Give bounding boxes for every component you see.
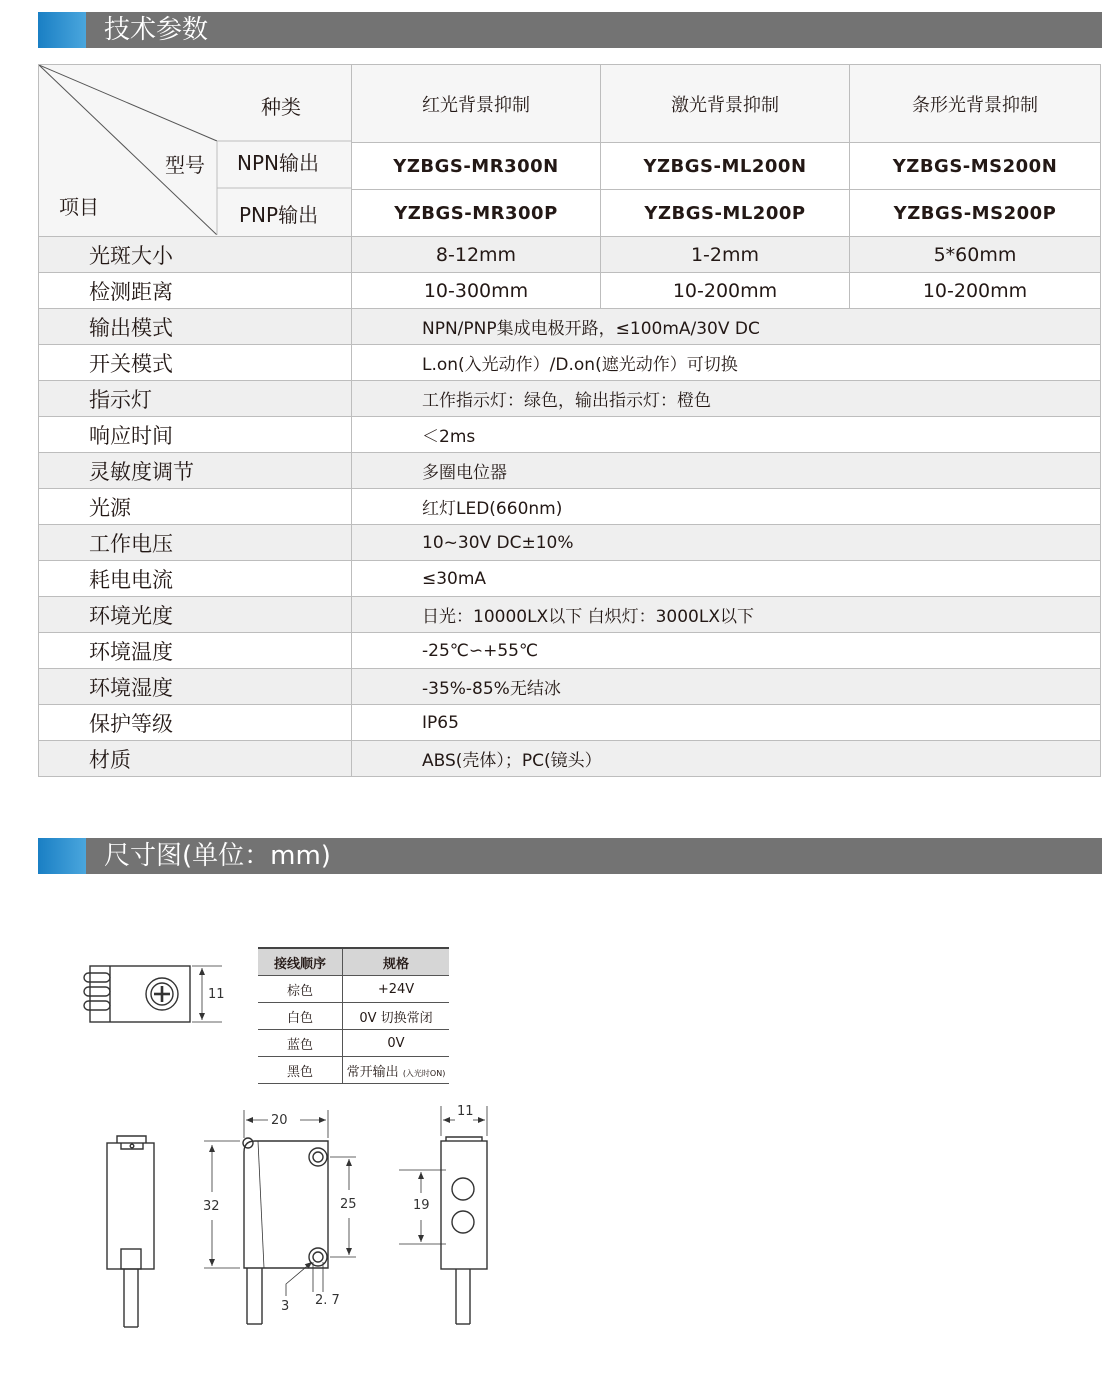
row-value: 10-200mm <box>850 273 1101 309</box>
dim-front-width: 20 <box>271 1113 288 1128</box>
model-label: 型号 <box>165 153 205 177</box>
wiring-header-spec: 规格 <box>343 948 450 976</box>
dim-top-height: 11 <box>208 987 225 1002</box>
dim-lens-spacing: 19 <box>413 1198 430 1213</box>
wire-spec: +24V <box>343 976 450 1003</box>
pnp-model-strip: YZBGS-MS200P <box>850 190 1101 237</box>
npn-model-red: YZBGS-MR300N <box>352 143 601 190</box>
row-value: 多圈电位器 <box>352 453 1101 489</box>
row-label: 环境温度 <box>39 633 352 669</box>
row-label: 光斑大小 <box>39 237 352 273</box>
row-value: ≤30mA <box>352 561 1101 597</box>
wire-color: 白色 <box>258 1003 343 1030</box>
side-view-drawing <box>399 1106 487 1324</box>
row-value: -35%-85%无结冰 <box>352 669 1101 705</box>
row-value: 10~30V DC±10% <box>352 525 1101 561</box>
row-value: 10-200mm <box>601 273 850 309</box>
row-value: 红灯LED(660nm) <box>352 489 1101 525</box>
row-value: ABS(壳体）；PC(镜头） <box>352 741 1101 777</box>
row-value: ＜2ms <box>352 417 1101 453</box>
dim-side-width: 11 <box>457 1104 474 1119</box>
row-value: -25℃∽+55℃ <box>352 633 1101 669</box>
wire-color: 棕色 <box>258 976 343 1003</box>
row-label: 保护等级 <box>39 705 352 741</box>
dim-front-height: 32 <box>203 1199 220 1214</box>
wire-spec-note: (入光时ON) <box>402 1068 446 1078</box>
front-view-drawing <box>204 1110 356 1324</box>
dim-hole-label: 3 <box>281 1299 290 1314</box>
pnp-model-laser: YZBGS-ML200P <box>601 190 850 237</box>
row-value: NPN/PNP集成电极开路，≤100mA/30V DC <box>352 309 1101 345</box>
row-label: 检测距离 <box>39 273 352 309</box>
pnp-label: PNP输出 <box>239 203 319 227</box>
row-value: 1-2mm <box>601 237 850 273</box>
row-label: 耗电电流 <box>39 561 352 597</box>
row-value: L.on(入光动作）/D.on(遮光动作）可切换 <box>352 345 1101 381</box>
dim-hole-spacing: 25 <box>340 1197 357 1212</box>
dimension-section-title: 尺寸图(单位：mm) <box>104 841 331 871</box>
item-label: 项目 <box>59 195 99 219</box>
npn-label: NPN输出 <box>237 151 319 175</box>
wire-spec-text: 常开输出 <box>346 1064 399 1080</box>
wire-spec: 0V <box>343 1030 450 1057</box>
row-label: 灵敏度调节 <box>39 453 352 489</box>
row-value: 工作指示灯：绿色，输出指示灯：橙色 <box>352 381 1101 417</box>
row-label: 响应时间 <box>39 417 352 453</box>
npn-model-laser: YZBGS-ML200N <box>601 143 850 190</box>
wiring-header-order: 接线顺序 <box>258 948 343 976</box>
wire-color: 蓝色 <box>258 1030 343 1057</box>
kind-label: 种类 <box>261 95 301 119</box>
row-value: 日光：10000LX以下 白炽灯：3000LX以下 <box>352 597 1101 633</box>
row-value: IP65 <box>352 705 1101 741</box>
row-label: 光源 <box>39 489 352 525</box>
top-view-drawing <box>84 966 222 1022</box>
row-label: 材质 <box>39 741 352 777</box>
type-header-laser: 激光背景抑制 <box>601 65 850 143</box>
spec-section-title: 技术参数 <box>104 15 209 45</box>
row-value: 5*60mm <box>850 237 1101 273</box>
wire-spec: 0V 切换常闭 <box>343 1003 450 1030</box>
row-value: 10-300mm <box>352 273 601 309</box>
npn-model-strip: YZBGS-MS200N <box>850 143 1101 190</box>
type-header-strip: 条形光背景抑制 <box>850 65 1101 143</box>
row-value: 8-12mm <box>352 237 601 273</box>
dim-hole-diameter: 2. 7 <box>315 1293 340 1308</box>
row-label: 指示灯 <box>39 381 352 417</box>
type-header-red: 红光背景抑制 <box>352 65 601 143</box>
wire-color: 黑色 <box>258 1057 343 1084</box>
row-label: 输出模式 <box>39 309 352 345</box>
row-label: 开关模式 <box>39 345 352 381</box>
back-view-drawing <box>107 1136 154 1327</box>
row-label: 环境光度 <box>39 597 352 633</box>
pnp-model-red: YZBGS-MR300P <box>352 190 601 237</box>
row-label: 环境湿度 <box>39 669 352 705</box>
row-label: 工作电压 <box>39 525 352 561</box>
